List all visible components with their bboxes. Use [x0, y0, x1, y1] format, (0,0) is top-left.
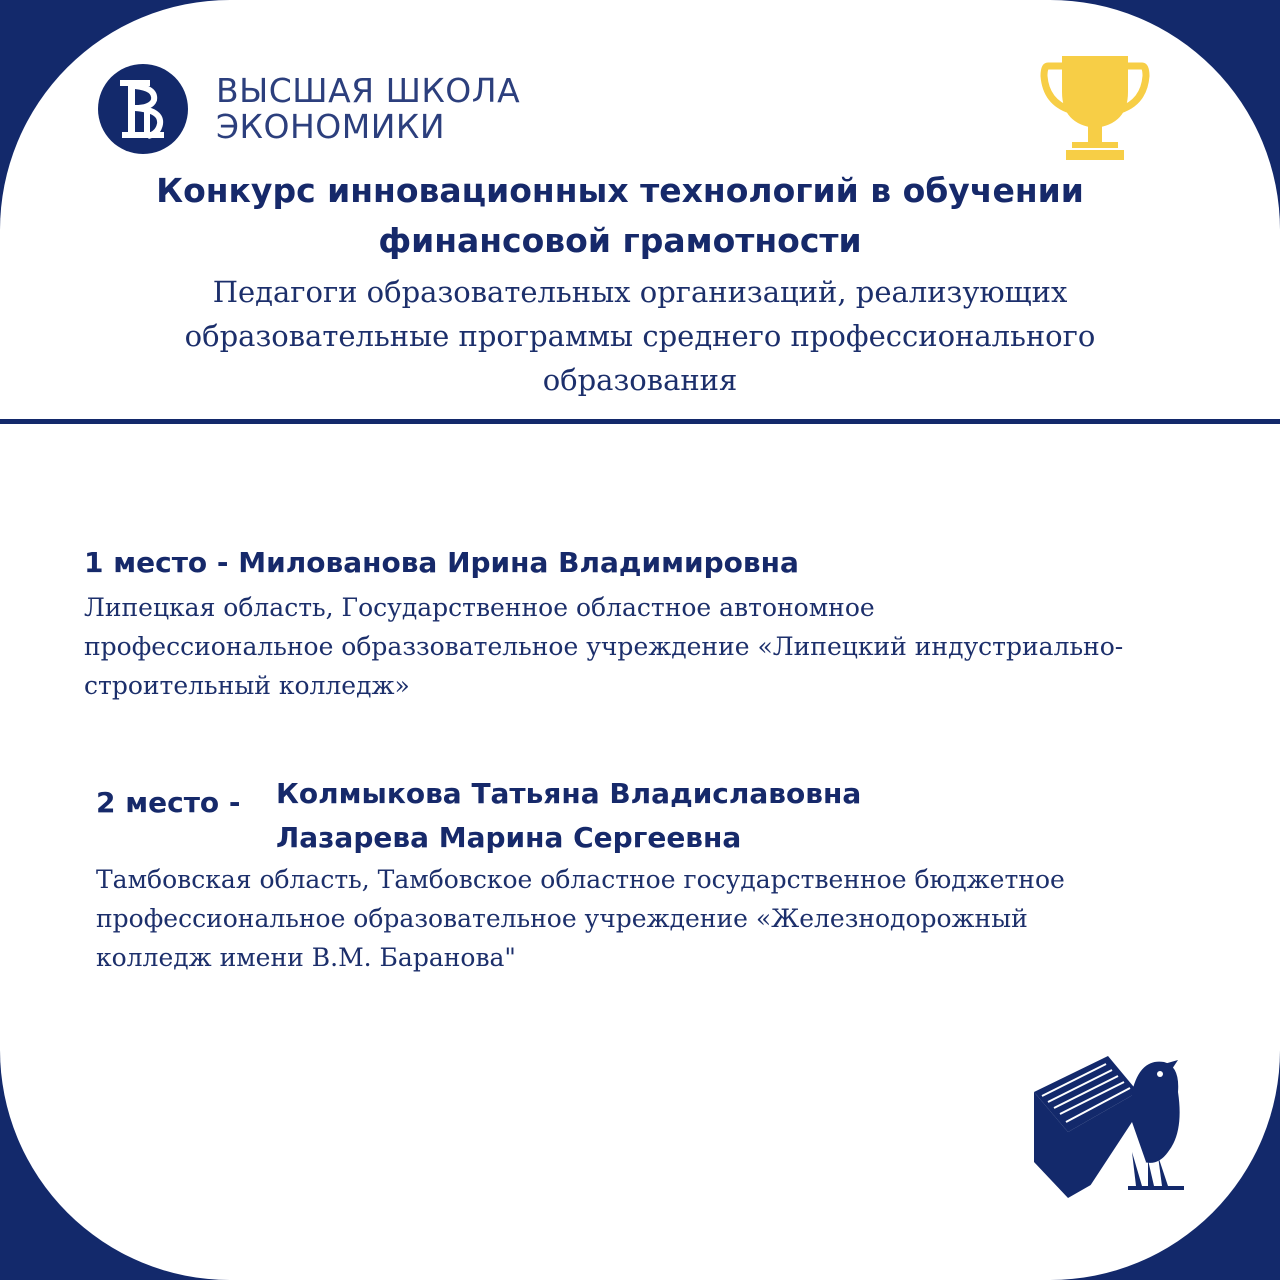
brand-line-2: ЭКОНОМИКИ: [216, 107, 446, 146]
second-org-line-2: профессиональное образовательное учреждение «Железнодорожный: [96, 904, 1028, 933]
first-org-line-1: Липецкая область, Государственное областное автономное: [84, 593, 875, 622]
first-org-line-2: профессиональное образзовательное учреждение «Липецкий индустриально-: [84, 632, 1124, 661]
hse-logo-icon: [98, 64, 188, 154]
subtitle-line-2: образовательные программы среднего профессионального: [184, 319, 1096, 353]
second-org-line-3: колледж имени В.М. Баранова": [96, 943, 516, 972]
second-org-line-1: Тамбовская область, Тамбовское областное государственное бюджетное: [96, 865, 1065, 894]
brand: [98, 64, 520, 154]
page-subtitle: [100, 270, 1180, 402]
second-place-name-1: Колмыкова Татьяна Владиславовна: [276, 777, 862, 810]
title-line-1: Конкурс инновационных технологий в обучении: [156, 171, 1084, 210]
first-place-heading: 1 место - Милованова Ирина Владимировна: [84, 546, 799, 579]
subtitle-line-3: образования: [542, 363, 738, 397]
second-place-name-2: Лазарева Марина Сергеевна: [276, 821, 742, 854]
second-place-names: [276, 772, 861, 860]
trophy-icon: [1040, 52, 1150, 168]
second-place-label: 2 место -: [96, 786, 241, 819]
title-line-2: финансовой грамотности: [378, 221, 862, 260]
divider: [0, 419, 1280, 424]
first-place-organization: [84, 588, 1214, 705]
brand-line-1: ВЫСШАЯ ШКОЛА: [216, 71, 521, 110]
brand-name: [216, 73, 520, 145]
bird-book-icon: [1028, 1052, 1188, 1206]
second-place-organization: [96, 860, 1196, 977]
page-title: [0, 166, 1240, 266]
first-org-line-3: строительный колледж»: [84, 671, 410, 700]
subtitle-line-1: Педагоги образовательных организаций, реализующих: [212, 275, 1068, 309]
